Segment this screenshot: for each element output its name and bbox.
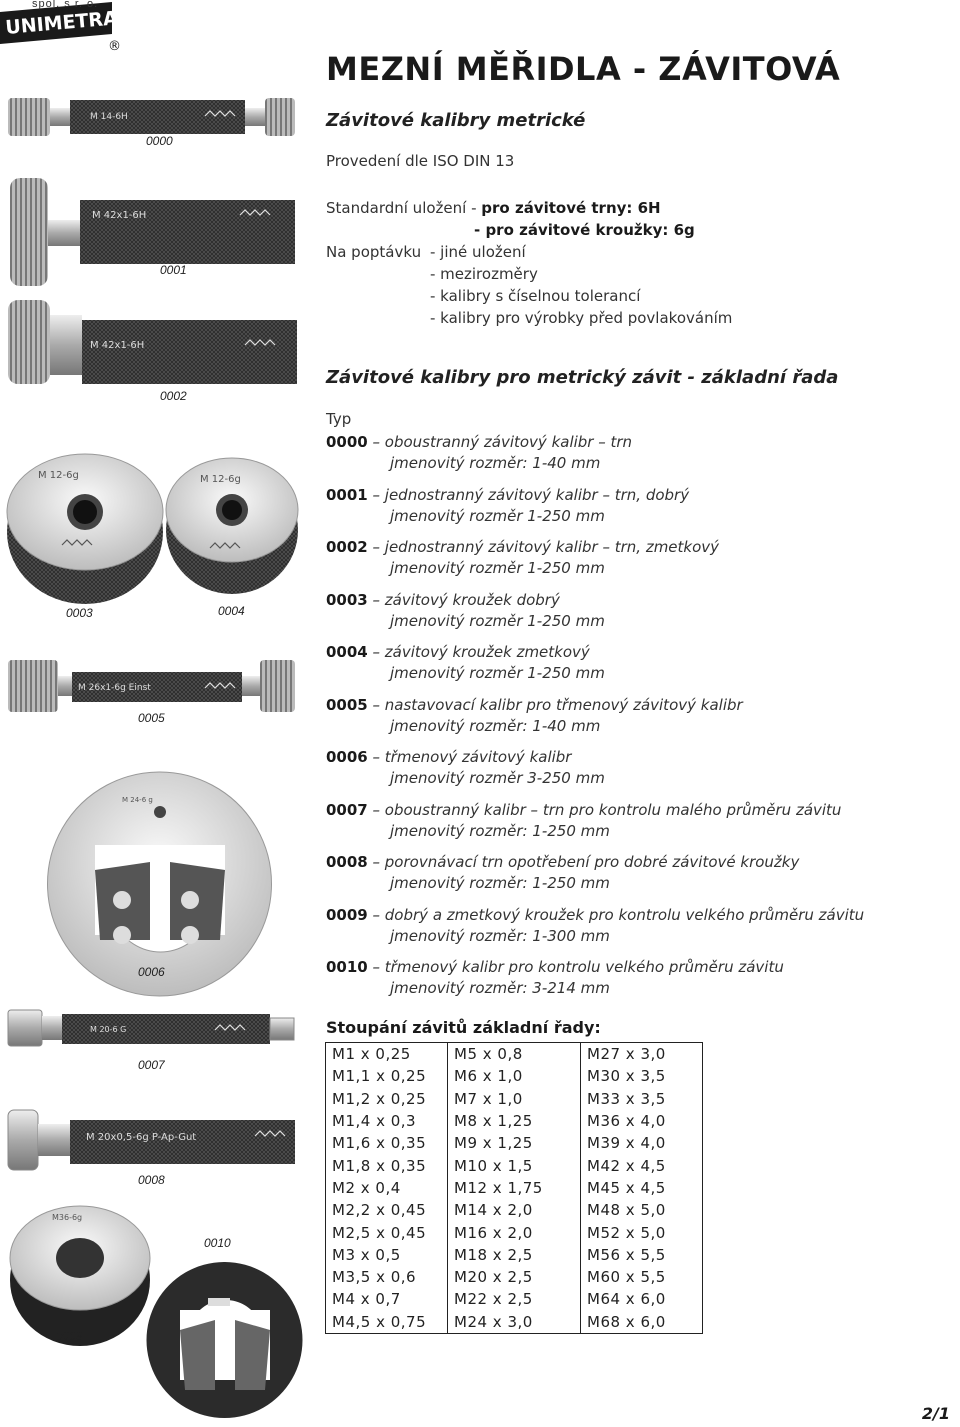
type-item	[326, 537, 946, 590]
series-title: Závitové kalibry pro metrický závit - základní řada	[326, 367, 839, 388]
pitch-table-cell: M9 x 1,25	[448, 1132, 581, 1154]
type-description: – nastavovací kalibr pro třmenový závitový kalibr	[367, 695, 743, 714]
gauge-code-0004: 0004	[218, 604, 245, 618]
pitch-table-cell: M1,6 x 0,35	[326, 1132, 448, 1154]
inquiry-item: - jiné uložení	[430, 243, 526, 261]
type-description: – závitový kroužek dobrý	[367, 590, 560, 609]
pitch-table-cell: M42 x 4,5	[581, 1154, 703, 1176]
norm-reference: Provedení dle ISO DIN 13	[326, 152, 515, 170]
standard-fit-plug: pro závitové trny: 6H	[481, 199, 661, 217]
section-subtitle: Závitové kalibry metrické	[326, 110, 586, 131]
pitch-table-cell: M12 x 1,75	[448, 1177, 581, 1199]
type-size: jmenovitý rozměr 1-250 mm	[390, 664, 605, 682]
pitch-table-cell: M2,2 x 0,45	[326, 1199, 448, 1221]
standard-fit-ring: - pro závitové kroužky: 6g	[474, 221, 695, 239]
type-size: jmenovitý rozměr 1-250 mm	[390, 611, 605, 630]
gauge-code-0010: 0010	[204, 1236, 231, 1250]
gauge-0004-image	[166, 458, 298, 594]
type-item	[326, 905, 946, 958]
inquiry-item: - kalibry s číselnou tolerancí	[430, 287, 641, 305]
type-description: – závitový kroužek zmetkový	[367, 643, 590, 661]
gauge-0008-image	[8, 1110, 295, 1170]
gauge-0008-marking: M 20x0,5-6g P-Ap-Gut	[86, 1132, 197, 1143]
gauge-code-0000: 0000	[146, 134, 173, 148]
pitch-table-cell: M30 x 3,5	[581, 1065, 703, 1087]
type-item	[326, 695, 946, 748]
pitch-table-row	[326, 1244, 703, 1266]
gauge-0001-image	[10, 178, 295, 286]
pitch-table-row	[326, 1154, 703, 1176]
type-description: – třmenový kalibr pro kontrolu velkého průměru závitu	[367, 958, 784, 976]
type-code: 0000	[326, 433, 368, 451]
pitch-table-cell: M1 x 0,25	[326, 1043, 448, 1066]
gauge-code-0006: 0006	[138, 965, 165, 979]
type-item	[326, 957, 946, 1010]
pitch-table-row	[326, 1177, 703, 1199]
type-code: 0006	[326, 748, 368, 766]
pitch-table-body	[326, 1043, 703, 1334]
type-item	[326, 590, 946, 643]
standard-fit-block	[326, 197, 733, 329]
pitch-table-cell: M8 x 1,25	[448, 1110, 581, 1132]
pitch-table-cell: M2,5 x 0,45	[326, 1221, 448, 1243]
pitch-table-row	[326, 1110, 703, 1132]
type-size: jmenovitý rozměr 1-250 mm	[390, 559, 605, 577]
type-code: 0009	[326, 905, 368, 924]
gauge-0000-marking: M 14-6H	[90, 112, 128, 122]
pitch-table-row	[326, 1132, 703, 1154]
pitch-table-cell: M33 x 3,5	[581, 1088, 703, 1110]
type-description: – třmenový závitový kalibr	[367, 748, 572, 766]
type-code: 0007	[326, 800, 368, 819]
inquiry-label: Na poptávku	[326, 243, 422, 261]
gauge-0000-image	[8, 98, 295, 136]
pitch-table-cell: M5 x 0,8	[448, 1043, 581, 1066]
pitch-table-cell: M7 x 1,0	[448, 1088, 581, 1110]
type-item	[326, 852, 946, 905]
pitch-table-cell: M27 x 3,0	[581, 1043, 703, 1066]
pitch-table-cell: M14 x 2,0	[448, 1199, 581, 1221]
gauge-0007-marking: M 20-6 G	[90, 1025, 127, 1034]
type-code: 0004	[326, 643, 368, 661]
pitch-table-title: Stoupání závitů základní řady:	[326, 1018, 601, 1037]
pitch-table-cell: M68 x 6,0	[581, 1311, 703, 1334]
pitch-table-cell: M3,5 x 0,6	[326, 1266, 448, 1288]
inquiry-item: - kalibry pro výrobky před povlakováním	[430, 309, 733, 327]
type-size: jmenovitý rozměr: 3-214 mm	[390, 979, 610, 997]
gauge-0003-marking: M 12-6g	[38, 470, 79, 481]
pitch-table-row	[326, 1266, 703, 1288]
gauge-code-0003: 0003	[66, 606, 93, 620]
pitch-table-cell: M16 x 2,0	[448, 1221, 581, 1243]
gauge-code-0009: 0009	[56, 1329, 83, 1343]
gauge-0004-marking: M 12-6g	[200, 474, 241, 485]
pitch-table-cell: M24 x 3,0	[448, 1311, 581, 1334]
pitch-table-cell: M4,5 x 0,75	[326, 1311, 448, 1334]
pitch-table-row	[326, 1311, 703, 1334]
gauge-0005-image	[8, 660, 295, 712]
inquiry-item: - mezirozměry	[430, 265, 538, 283]
standard-fit-separator: -	[471, 199, 477, 217]
type-item	[326, 800, 946, 853]
type-item	[326, 747, 946, 800]
pitch-table-cell: M52 x 5,0	[581, 1221, 703, 1243]
type-code: 0008	[326, 853, 368, 871]
gauge-0009-image	[10, 1206, 150, 1346]
standard-fit-label: Standardní uložení	[326, 199, 467, 217]
type-label: Typ	[326, 410, 352, 428]
page-title: MEZNÍ MĚŘIDLA - ZÁVITOVÁ	[326, 50, 841, 88]
type-size: jmenovitý rozměr 3-250 mm	[390, 769, 605, 787]
pitch-table-cell: M3 x 0,5	[326, 1244, 448, 1266]
gauge-0006-marking: M 24-6 g	[122, 796, 153, 804]
pitch-table-row	[326, 1043, 703, 1066]
pitch-table-cell: M39 x 4,0	[581, 1132, 703, 1154]
type-description: – jednostranný závitový kalibr – trn, dobrý	[367, 485, 690, 504]
pitch-table-cell: M20 x 2,5	[448, 1266, 581, 1288]
gauge-0002-marking: M 42x1-6H	[90, 340, 145, 351]
gauge-code-0005: 0005	[138, 711, 165, 725]
pitch-table-cell: M45 x 4,5	[581, 1177, 703, 1199]
gauge-code-0002: 0002	[160, 389, 187, 403]
logo-brand: UNIMETRA	[4, 7, 119, 39]
type-description: – oboustranný kalibr – trn pro kontrolu malého průměru závitu	[367, 800, 842, 819]
type-code: 0005	[326, 695, 368, 714]
company-form: spol. s r. o.	[32, 0, 99, 10]
gauge-0005-marking: M 26x1-6g Einst	[78, 683, 151, 693]
type-description: – oboustranný závitový kalibr – trn	[367, 433, 633, 451]
pitch-table-cell: M56 x 5,5	[581, 1244, 703, 1266]
pitch-table-cell: M10 x 1,5	[448, 1154, 581, 1176]
type-size: jmenovitý rozměr: 1-250 mm	[390, 821, 610, 840]
pitch-table-cell: M1,8 x 0,35	[326, 1154, 448, 1176]
type-description: – dobrý a zmetkový kroužek pro kontrolu velkého průměru závitu	[367, 905, 865, 924]
pitch-table-cell: M18 x 2,5	[448, 1244, 581, 1266]
pitch-table-row	[326, 1088, 703, 1110]
pitch-table-cell: M60 x 5,5	[581, 1266, 703, 1288]
pitch-table	[325, 1042, 703, 1334]
pitch-table-cell: M6 x 1,0	[448, 1065, 581, 1087]
type-description: – jednostranný závitový kalibr – trn, zmetkový	[367, 538, 720, 556]
gauge-0007-image	[8, 1010, 294, 1046]
type-item	[326, 432, 946, 485]
gauge-0001-marking: M 42x1-6H	[92, 210, 147, 221]
gauge-0009-marking: M36-6g	[52, 1213, 83, 1222]
pitch-table-cell: M22 x 2,5	[448, 1288, 581, 1310]
type-code: 0002	[326, 538, 368, 556]
pitch-table-row	[326, 1288, 703, 1310]
type-size: jmenovitý rozměr 1-250 mm	[390, 506, 605, 525]
type-size: jmenovitý rozměr: 1-300 mm	[390, 926, 610, 945]
pitch-table-row	[326, 1065, 703, 1087]
pitch-table-cell: M36 x 4,0	[581, 1110, 703, 1132]
gauge-code-0008: 0008	[138, 1173, 165, 1187]
type-code: 0003	[326, 590, 368, 609]
pitch-table-cell: M48 x 5,0	[581, 1199, 703, 1221]
pitch-table-cell: M2 x 0,4	[326, 1177, 448, 1199]
registered-mark: ®	[108, 39, 121, 54]
type-size: jmenovitý rozměr: 1-40 mm	[390, 716, 601, 735]
pitch-table-cell: M64 x 6,0	[581, 1288, 703, 1310]
gauge-0006-image	[47, 772, 271, 996]
gauge-pictures	[0, 0, 320, 1420]
page-number: 2/1	[921, 1404, 950, 1423]
pitch-table-cell: M1,2 x 0,25	[326, 1088, 448, 1110]
gauge-code-0007: 0007	[138, 1058, 165, 1072]
type-list	[326, 432, 946, 1010]
pitch-table-cell: M1,4 x 0,3	[326, 1110, 448, 1132]
pitch-table-cell: M1,1 x 0,25	[326, 1065, 448, 1087]
gauge-0003-image	[7, 454, 163, 604]
type-item	[326, 485, 946, 538]
type-size: jmenovitý rozměr: 1-250 mm	[390, 874, 610, 892]
type-item	[326, 642, 946, 695]
pitch-table-cell: M4 x 0,7	[326, 1288, 448, 1310]
type-size: jmenovitý rozměr: 1-40 mm	[390, 454, 601, 472]
pitch-table-row	[326, 1199, 703, 1221]
gauge-0002-image	[8, 300, 297, 384]
gauge-0010-image	[147, 1262, 303, 1418]
gauge-code-0001: 0001	[160, 263, 187, 277]
type-code: 0001	[326, 485, 368, 504]
type-description: – porovnávací trn opotřebení pro dobré závitové kroužky	[367, 853, 800, 871]
type-code: 0010	[326, 958, 368, 976]
pitch-table-row	[326, 1221, 703, 1243]
